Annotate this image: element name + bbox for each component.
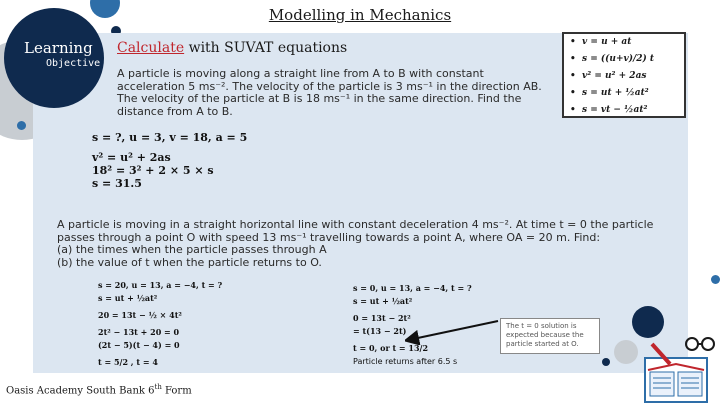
decor-dot-navy-small	[602, 358, 610, 366]
slide-heading	[117, 40, 347, 56]
heading-highlight: Calculate	[117, 40, 185, 56]
question-2-line: A particle is moving in a straight horizontal line with constant deceleration 4 ms⁻². At time t = 0 the particle	[57, 218, 654, 231]
page-title: Modelling in Mechanics	[268, 6, 452, 24]
working-line: 2t² − 13t + 20 = 0	[98, 327, 180, 337]
suvat-equation: • v² = u² + 2as	[570, 71, 647, 81]
question-2-line: (b) the value of t when the particle returns to O.	[57, 255, 322, 269]
working-line: = t(13 − 2t)	[353, 326, 407, 336]
decor-dot-left	[17, 121, 26, 130]
question-1-line: acceleration 5 ms⁻². The velocity of the particle is 3 ms⁻¹ in the direction AB.	[117, 79, 542, 93]
working-line: v² = u² + 2as	[92, 151, 171, 164]
working-line: s = ?, u = 3, v = 18, a = 5	[92, 131, 248, 144]
working-line: t = 5/2 , t = 4	[98, 357, 158, 367]
question-1-working	[92, 131, 247, 190]
suvat-equations-box	[562, 32, 686, 118]
heading-rest: with SUVAT equations	[184, 40, 348, 56]
working-line: s = ut + ½at²	[353, 296, 413, 306]
working-line: 0 = 13t − 2t²	[353, 313, 411, 323]
working-line: s = ut + ½at²	[98, 293, 158, 303]
badge-subtitle: Objective	[46, 58, 101, 69]
question-2-working-a	[98, 279, 222, 369]
suvat-equation: • v = u + at	[570, 37, 632, 47]
suvat-equation: • s = vt − ½at²	[570, 105, 648, 115]
working-line: (2t − 5)(t − 4) = 0	[98, 340, 180, 350]
question-2-line: passes through a point O with speed 13 ms⁻¹ travelling towards a point A, where OA = 20 m. Find:	[57, 230, 601, 244]
suvat-equation: • s = ((u+v)/2) t	[570, 54, 655, 64]
reading-study-icon	[640, 330, 720, 405]
question-1-line: The velocity of the particle at B is 18 ms⁻¹ in the same direction. Find the	[117, 92, 522, 105]
question-2-text	[57, 219, 687, 269]
working-line: 18² = 3² + 2 × 5 × s	[92, 164, 214, 177]
decor-dot-right	[711, 275, 720, 284]
arrow-icon	[405, 315, 505, 345]
working-line: t = 0, or t = 13/2	[353, 343, 429, 353]
question-1-line: A particle is moving along a straight line from A to B with constant	[117, 67, 484, 80]
working-line: 20 = 13t − ½ × 4t²	[98, 310, 182, 320]
question-1-line: distance from A to B.	[117, 104, 233, 118]
working-line: s = 0, u = 13, a = −4, t = ?	[353, 283, 472, 293]
footer-text: Oasis Academy South Bank 6th Form	[6, 383, 192, 397]
working-line: Particle returns after 6.5 s	[353, 357, 458, 366]
working-line: s = 20, u = 13, a = −4, t = ?	[98, 280, 223, 290]
question-1-text	[117, 68, 557, 118]
question-2-line: (a) the times when the particle passes through A	[57, 243, 327, 256]
working-line: s = 31.5	[92, 177, 142, 190]
badge-title: Learning	[24, 39, 93, 57]
suvat-equation: • s = ut + ½at²	[570, 88, 649, 98]
decor-circle-grey-small	[614, 340, 638, 364]
solution-note: The t = 0 solution is expected because the particle started at O.	[500, 318, 600, 354]
